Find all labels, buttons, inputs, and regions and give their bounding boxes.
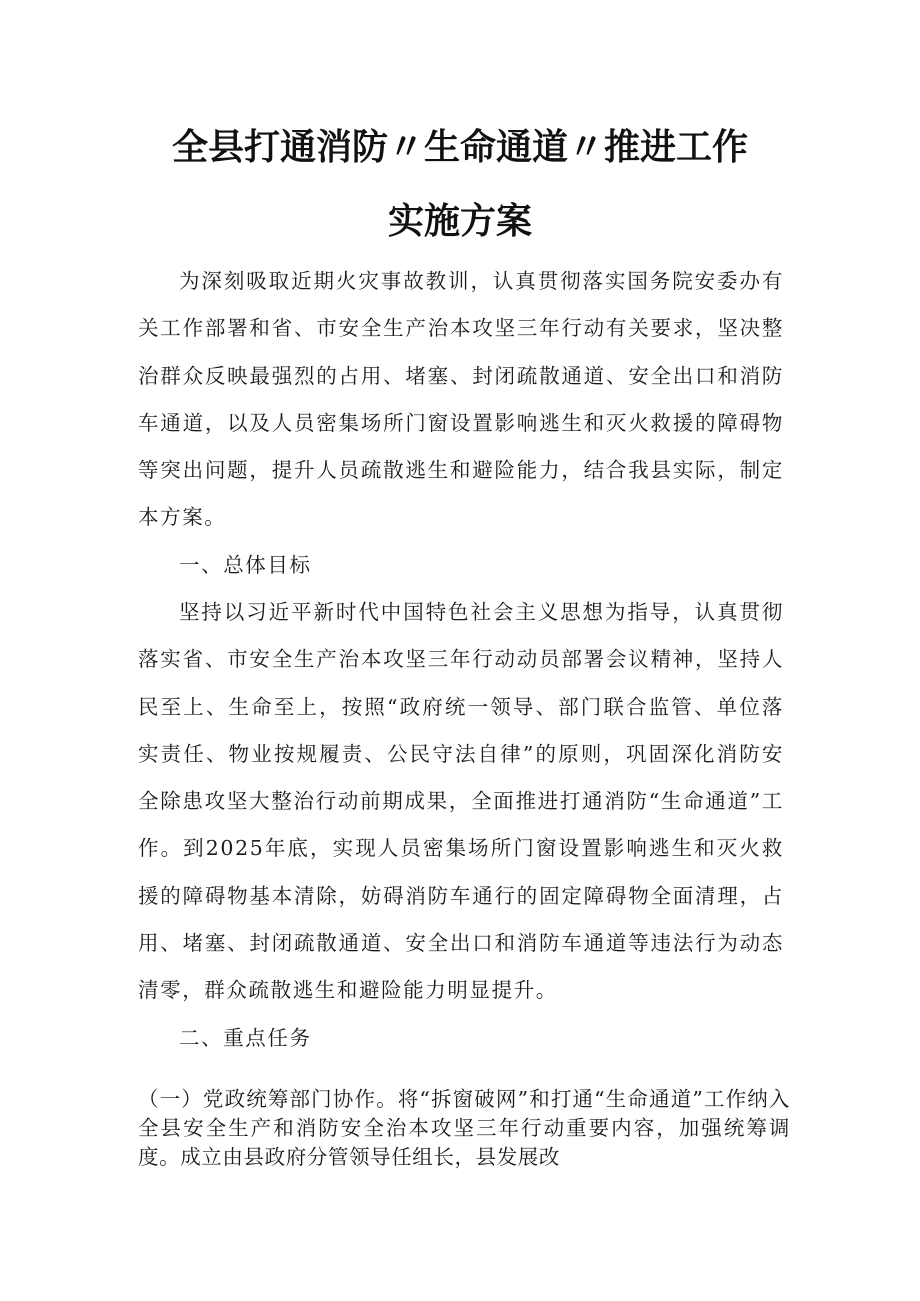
intro-paragraph: 为深刻吸取近期火灾事故教训，认真贯彻落实国务院安委办有关工作部署和省、市安全生产治本攻坚三年行动有关要求，坚决整治群众反映最强烈的占用、堵塞、封闭疏散通道、安全出口和消防车通道，以及人员密集场所门窗设置影响逃生和灭火救援的障碍物等突出问题，提升人员疏散逃生和避险能力，结合我县实际，制定本方案。: [138, 269, 784, 530]
section-heading-key-tasks: 二、重点任务: [179, 1026, 312, 1050]
document-title-line-1: 全县打通消防〃生命通道〃推进工作: [171, 127, 748, 168]
overall-goal-paragraph: 坚持以习近平新时代中国特色社会主义思想为指导，认真贯彻落实省、市安全生产治本攻坚三年行动动员部署会议精神，坚持人民至上、生命至上，按照“政府统一领导、部门联合监管、单位落实责任、物业按规履责、公民守法自律”的原则，巩固深化消防安全除患攻坚大整治行动前期成果，全面推进打通消防“生命通道”工作。到2025年底，实现人员密集场所门窗设置影响逃生和灭火救援的障碍物基本清除，妨碍消防车通行的固定障碍物全面清理，占用、堵塞、封闭疏散通道、安全出口和消防车通道等违法行为动态清零，群众疏散逃生和避险能力明显提升。: [138, 600, 784, 1003]
document-title-line-2: 实施方案: [387, 201, 532, 242]
key-task-paragraph: （一）党政统筹部门协作。将“拆窗破网”和打通“生命通道”工作纳入全县安全生产和消防安全治本攻坚三年行动重要内容，加强统筹调度。成立由县政府分管领导任组长，县发展改: [138, 1087, 790, 1169]
section-heading-overall-goal: 一、总体目标: [179, 553, 312, 577]
